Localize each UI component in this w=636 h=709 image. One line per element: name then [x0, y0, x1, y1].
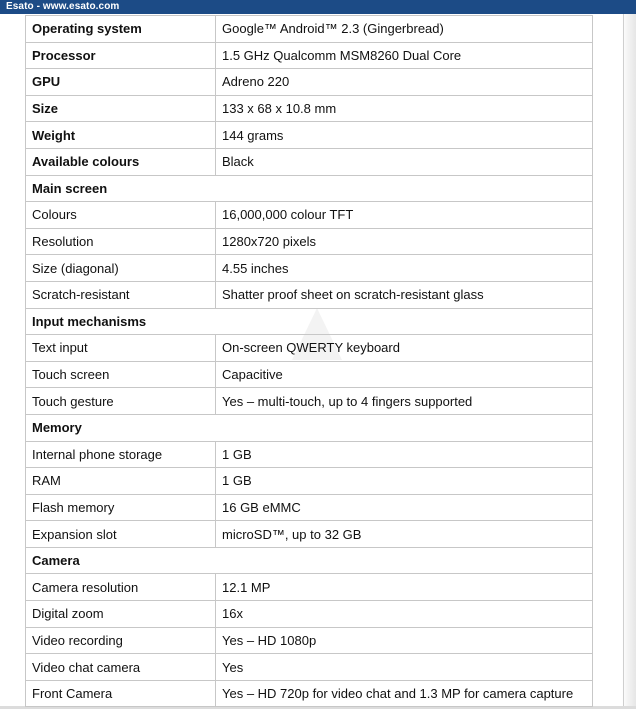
spec-label: GPU: [26, 69, 216, 96]
spec-value: Adreno 220: [216, 69, 593, 96]
scroll-edge: [622, 14, 636, 709]
spec-row: [26, 361, 593, 388]
spec-row: [26, 255, 593, 282]
spec-label: Available colours: [26, 148, 216, 175]
spec-label: Processor: [26, 42, 216, 69]
spec-label: Camera resolution: [26, 574, 216, 601]
spec-row: [26, 388, 593, 415]
spec-label: Internal phone storage: [26, 441, 216, 468]
spec-value: 12.1 MP: [216, 574, 593, 601]
spec-row: [26, 202, 593, 229]
section-title: Camera: [26, 547, 593, 574]
spec-row: [26, 521, 593, 548]
spec-label: Size: [26, 95, 216, 122]
spec-row: [26, 148, 593, 175]
scroll-edge-line: [623, 14, 624, 709]
spec-row: [26, 574, 593, 601]
spec-label: Scratch-resistant: [26, 281, 216, 308]
spec-label: Operating system: [26, 16, 216, 43]
spec-row: [26, 627, 593, 654]
spec-row: [26, 122, 593, 149]
spec-row: [26, 228, 593, 255]
spec-value: 1.5 GHz Qualcomm MSM8260 Dual Core: [216, 42, 593, 69]
spec-label: RAM: [26, 468, 216, 495]
spec-label: Resolution: [26, 228, 216, 255]
spec-label: Flash memory: [26, 494, 216, 521]
spec-value: Capacitive: [216, 361, 593, 388]
spec-label: Weight: [26, 122, 216, 149]
spec-row: [26, 680, 593, 707]
spec-value: 4.55 inches: [216, 255, 593, 282]
spec-row: [26, 16, 593, 43]
spec-table: [25, 15, 593, 707]
spec-row: [26, 95, 593, 122]
section-header-row: [26, 308, 593, 335]
spec-value: Yes – HD 720p for video chat and 1.3 MP for camera capture: [216, 680, 593, 707]
spec-row: [26, 42, 593, 69]
spec-row: [26, 281, 593, 308]
spec-value: Shatter proof sheet on scratch-resistant glass: [216, 281, 593, 308]
spec-value: Yes – HD 1080p: [216, 627, 593, 654]
spec-value: 16,000,000 colour TFT: [216, 202, 593, 229]
spec-value: 16x: [216, 601, 593, 628]
spec-value: 1 GB: [216, 441, 593, 468]
spec-row: [26, 441, 593, 468]
spec-value: 16 GB eMMC: [216, 494, 593, 521]
section-title: Input mechanisms: [26, 308, 593, 335]
spec-label: Colours: [26, 202, 216, 229]
spec-row: [26, 654, 593, 681]
spec-row: [26, 601, 593, 628]
spec-value: 133 x 68 x 10.8 mm: [216, 95, 593, 122]
section-title: Memory: [26, 414, 593, 441]
spec-label: Digital zoom: [26, 601, 216, 628]
spec-value: On-screen QWERTY keyboard: [216, 335, 593, 362]
spec-value: 1280x720 pixels: [216, 228, 593, 255]
spec-label: Video chat camera: [26, 654, 216, 681]
spec-value: 1 GB: [216, 468, 593, 495]
section-header-row: [26, 175, 593, 202]
section-title: Main screen: [26, 175, 593, 202]
spec-value: microSD™, up to 32 GB: [216, 521, 593, 548]
spec-label: Front Camera: [26, 680, 216, 707]
spec-row: [26, 494, 593, 521]
spec-label: Size (diagonal): [26, 255, 216, 282]
spec-label: Touch screen: [26, 361, 216, 388]
spec-row: [26, 69, 593, 96]
spec-value: Black: [216, 148, 593, 175]
section-header-row: [26, 547, 593, 574]
spec-row: [26, 468, 593, 495]
spec-label: Video recording: [26, 627, 216, 654]
spec-value: Yes: [216, 654, 593, 681]
section-header-row: [26, 414, 593, 441]
site-watermark: Esato - www.esato.com: [0, 0, 636, 14]
spec-row: [26, 335, 593, 362]
spec-label: Expansion slot: [26, 521, 216, 548]
spec-label: Text input: [26, 335, 216, 362]
spec-value: Yes – multi-touch, up to 4 fingers supported: [216, 388, 593, 415]
spec-value: Google™ Android™ 2.3 (Gingerbread): [216, 16, 593, 43]
spec-label: Touch gesture: [26, 388, 216, 415]
spec-value: 144 grams: [216, 122, 593, 149]
